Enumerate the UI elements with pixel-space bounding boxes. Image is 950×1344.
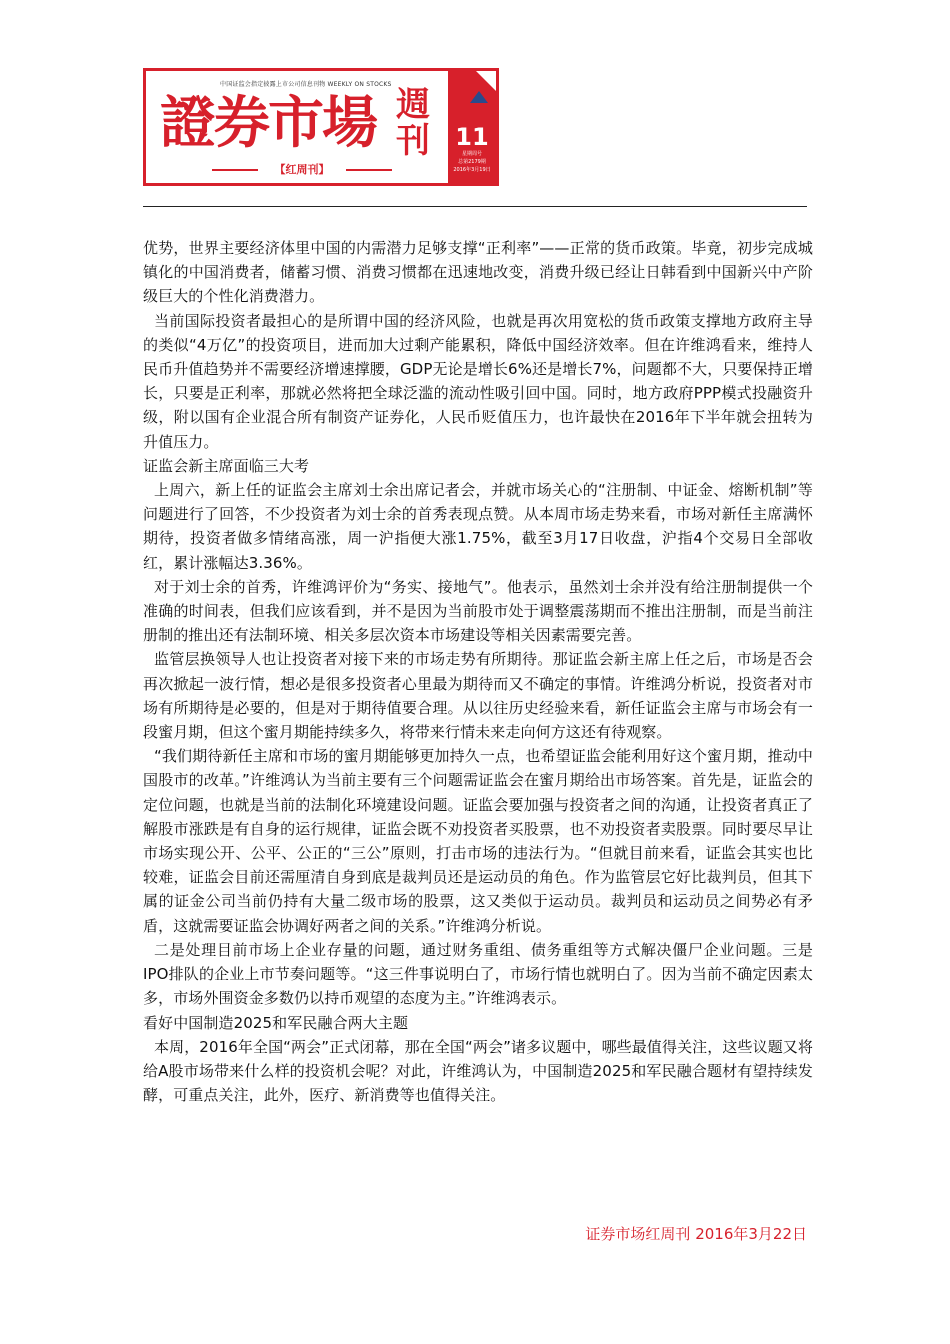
article-paragraph: 对于刘士余的首秀，许维鸿评价为“务实、接地气”。他表示，虽然刘士余并没有给注册制提供一个准确的时间表，但我们应该看到，并不是因为当前股市处于调整震荡期而不推出注册制，而是当前注册制的推出还有法制环境、相关多层次资本市场建设等相关因素需要完善。 (143, 577, 813, 645)
masthead-logo (143, 68, 499, 186)
source-credit: 证券市场红周刊 2016年3月22日 (585, 1225, 807, 1243)
masthead-issue-label: 星期周号 (461, 151, 482, 157)
masthead-corner-cut (476, 71, 496, 91)
article-body (143, 236, 813, 1107)
masthead-tagline: 中国证监会指定披露上市公司信息刊物 WEEKLY ON STOCKS (220, 81, 392, 88)
article-paragraph: 监管层换领导人也让投资者对接下来的市场走势有所期待。那证监会新主席上任之后，市场是否会再次掀起一波行情，想必是很多投资者心里最为期待而又不确定的事情。许维鸿分析说，投资者对市场有所期待是必要的，但是对于期待值要合理。从以往历史经验来看，新任证监会主席与市场会有一段蜜月期，但这个蜜月期能持续多久，将带来行情未来走向何方这还有待观察。 (143, 650, 813, 742)
article-paragraph: “我们期待新任主席和市场的蜜月期能够更加持久一点，也希望证监会能利用好这个蜜月期，推动中国股市的改革。”许维鸿认为当前主要有三个问题需证监会在蜜月期给出市场答案。首先是，证监会的定位问题，也就是当前的法制化环境建设问题。证监会要加强与投资者之间的沟通，让投资者真正了解股市涨跌是有自身的运行规律，证监会既不劝投资者买股票，也不劝投资者卖股票。同时要尽早让市场实现公开、公平、公正的“三公”原则，打击市场的违法行为。“但就目前来看，证监会其实也比较难，证监会目前还需厘清自身到底是裁判员还是运动员的角色。作为监管层它好比裁判员，但其下属的证金公司当前仍持有大量二级市场的股票，这又类似于运动员。裁判员和运动员之间势必有矛盾，这就需要证监会协调好两者之间的关系。”许维鸿分析说。 (143, 747, 813, 935)
masthead-date: 2016年3月19日 (453, 167, 491, 173)
article-paragraph: 当前国际投资者最担心的是所谓中国的经济风险，也就是再次用宽松的货币政策支撑地方政府主导的类似“4万亿”的投资项目，进而加大过剩产能累积，降低中国经济效率。但在许维鸿看来，维持人民币升值趋势并不需要经济增速撑腰，GDP无论是增长6%还是增长7%，问题都不大，只要保持正增长，只要是正利率，那就必然将把全球泛滥的流动性吸引回中国。同时，地方政府PPP模式投融资升级，附以国有企业混合所有制资产证券化，人民币贬值压力，也许最快在2016年下半年就会扭转为升值压力。 (143, 311, 813, 451)
section-heading: 看好中国制造2025和军民融合两大主题 (143, 1013, 409, 1032)
header-divider (143, 206, 807, 207)
masthead-total-issue: 总第2179期 (458, 159, 486, 165)
section-heading: 证监会新主席面临三大考 (143, 456, 310, 475)
masthead-issue-number: 11 (455, 123, 489, 151)
article-paragraph: 上周六，新上任的证监会主席刘士余出席记者会，并就市场关心的“注册制、中证金、熔断机制”等问题进行了回答，不少投资者为刘士余的首秀表现点赞。从本周市场走势来看，市场对新任主席满怀期待，投资者做多情绪高涨，周一沪指便大涨1.75%，截至3月17日收盘，沪指4个交易日全部收红，累计涨幅达3.36%。 (143, 481, 813, 572)
article-paragraph: 本周，2016年全国“两会”正式闭幕，那在全国“两会”诸多议题中，哪些最值得关注，这些议题又将给A股市场带来什么样的投资机会呢？对此，许维鸿认为，中国制造2025和军民融合题材有望持续发酵，可重点关注，此外，医疗、新消费等也值得关注。 (143, 1037, 813, 1105)
article-paragraph: 优势，世界主要经济体里中国的内需潜力足够支撑“正利率”——正常的货币政策。毕竟，初步完成城镇化的中国消费者，储蓄习惯、消费习惯都在迅速地改变，消费升级已经让日韩看到中国新兴中产阶级巨大的个性化消费潜力。 (143, 239, 813, 306)
triangle-icon (470, 91, 488, 103)
masthead-title: 證券市場 (160, 91, 376, 156)
article-paragraph: 二是处理目前市场上企业存量的问题，通过财务重组、债务重组等方式解决僵尸企业问题。三是IPO排队的企业上市节奏问题等。“这三件事说明白了，市场行情也就明白了。因为当前不确定因素太多，市场外围资金多数仍以持币观望的态度为主。”许维鸿表示。 (143, 940, 813, 1008)
masthead-weekly: 週刊 (396, 85, 430, 161)
masthead-edition: 【红周刊】 (212, 163, 392, 177)
